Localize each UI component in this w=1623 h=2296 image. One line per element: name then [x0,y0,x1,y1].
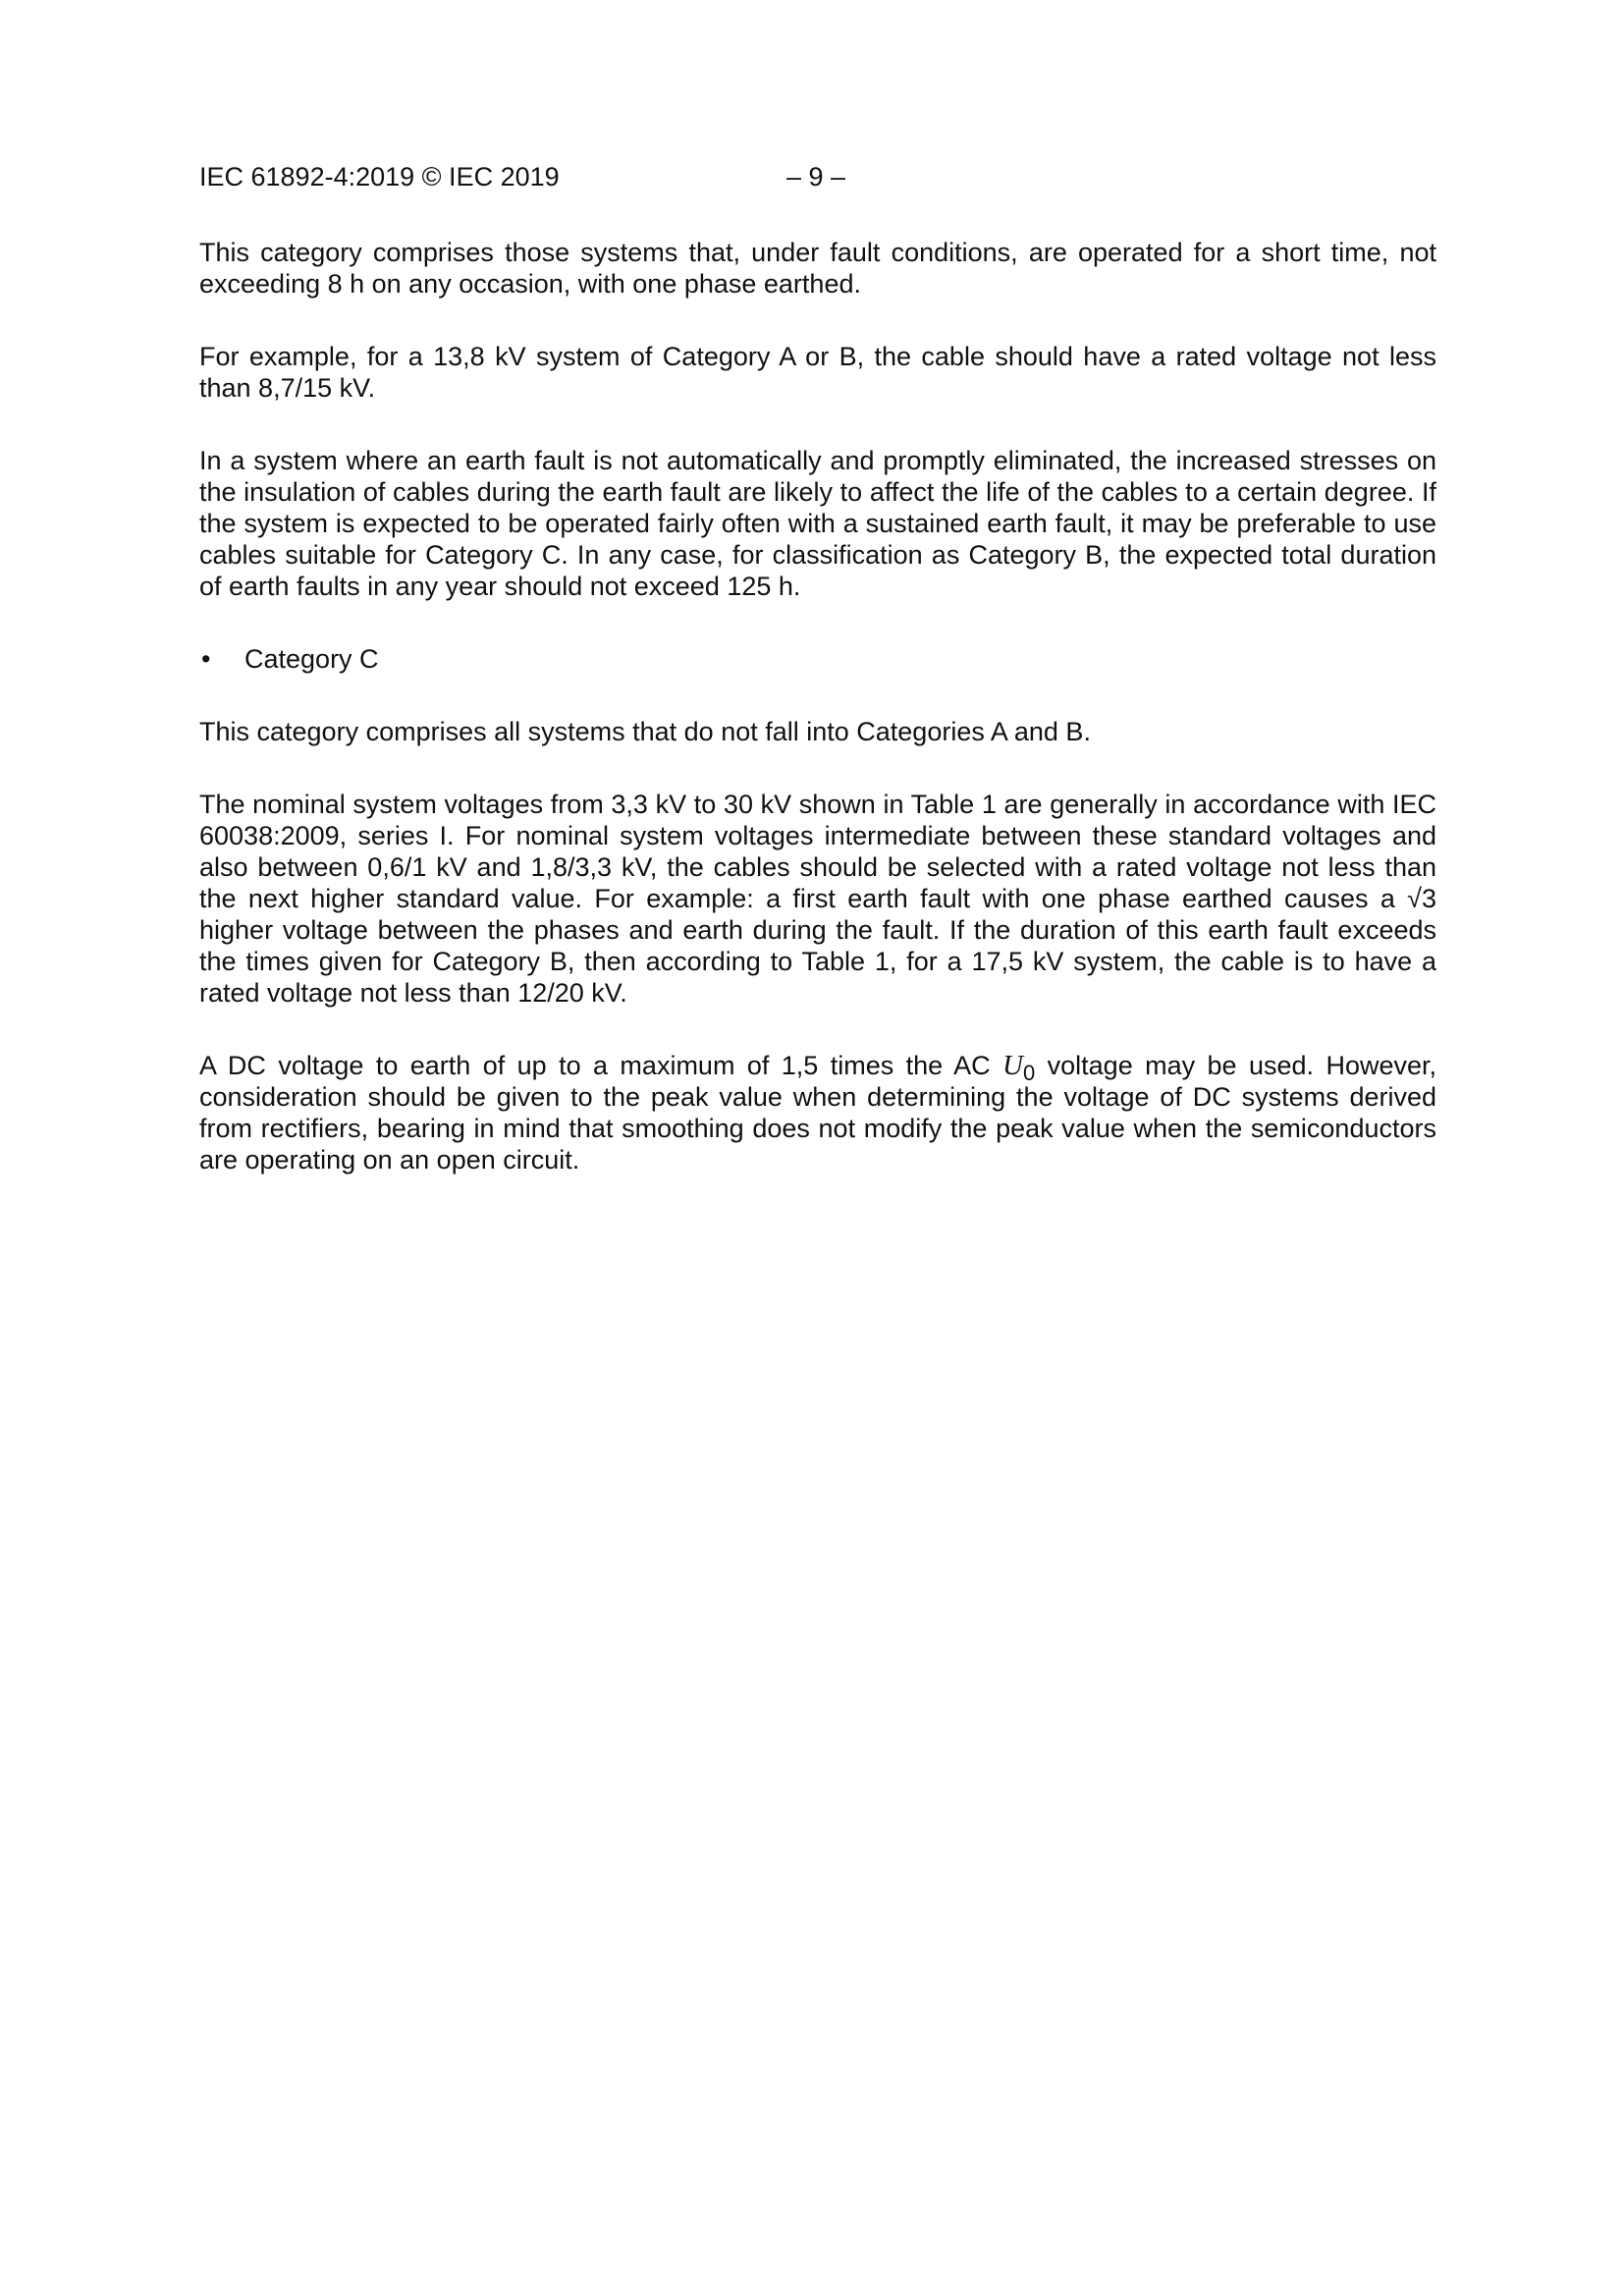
list-item-category-c [199,643,1436,675]
dc-voltage-text-end: voltage may be used. However, consideration should be given to the peak value when determining the voltage of DC systems derived from rectifiers, bearing in mind that smoothing does not modify the peak value when the semiconductors are operating on an open circuit. [199,1051,1436,1175]
bullet-icon: • [201,644,211,674]
paragraph-nominal-voltages: The nominal system voltages from 3,3 kV to 30 kV shown in Table 1 are generally in accordance with IEC 60038:2009, series I. For nominal system voltages intermediate between these standard voltages and also between 0,6/1 kV and 1,8/3,3 kV, the cables should be selected with a rated voltage not less than the next higher standard value. For example: a first earth fault with one phase earthed causes a √3 higher voltage between the phases and earth during the fault. If the duration of this earth fault exceeds the times given for Category B, then according to Table 1, for a 17,5 kV system, the cable is to have a rated voltage not less than 12/20 kV. [199,790,1436,1008]
u0-symbol [1002,1050,1036,1085]
paragraph-category-c-definition: This category comprises all systems that do not fall into Categories A and B. [199,717,1091,746]
category-c-label: Category C [244,644,379,674]
dc-voltage-text-start: A DC voltage to earth of up to a maximum of 1,5 times the AC [199,1051,1003,1080]
paragraph-example-13-8kv: For example, for a 13,8 kV system of Category A or B, the cable should have a rated voltage not less than 8,7/15 kV. [199,342,1436,403]
page-header [199,159,1436,194]
page-number: – 9 – [786,162,846,191]
u0-letter: U [1002,1050,1023,1081]
paragraph-dc-voltage [199,1050,1436,1175]
document-body [199,237,1436,1217]
u0-subscript: 0 [1022,1061,1036,1085]
paragraph-category-b-definition: This category comprises those systems that, under fault conditions, are operated for a short time, not exceeding 8 h on any occasion, with one phase earthed. [199,238,1436,299]
paragraph-earth-fault-stresses: In a system where an earth fault is not automatically and promptly eliminated, the increased stresses on the insulation of cables during the earth fault are likely to affect the life of the cables to a certain degree. If the system is expected to be operated fairly often with a sustained earth fault, it may be preferable to use cables suitable for Category C. In any case, for classification as Category B, the expected total duration of earth faults in any year should not exceed 125 h. [199,446,1436,601]
document-id: IEC 61892-4:2019 © IEC 2019 [199,162,560,191]
